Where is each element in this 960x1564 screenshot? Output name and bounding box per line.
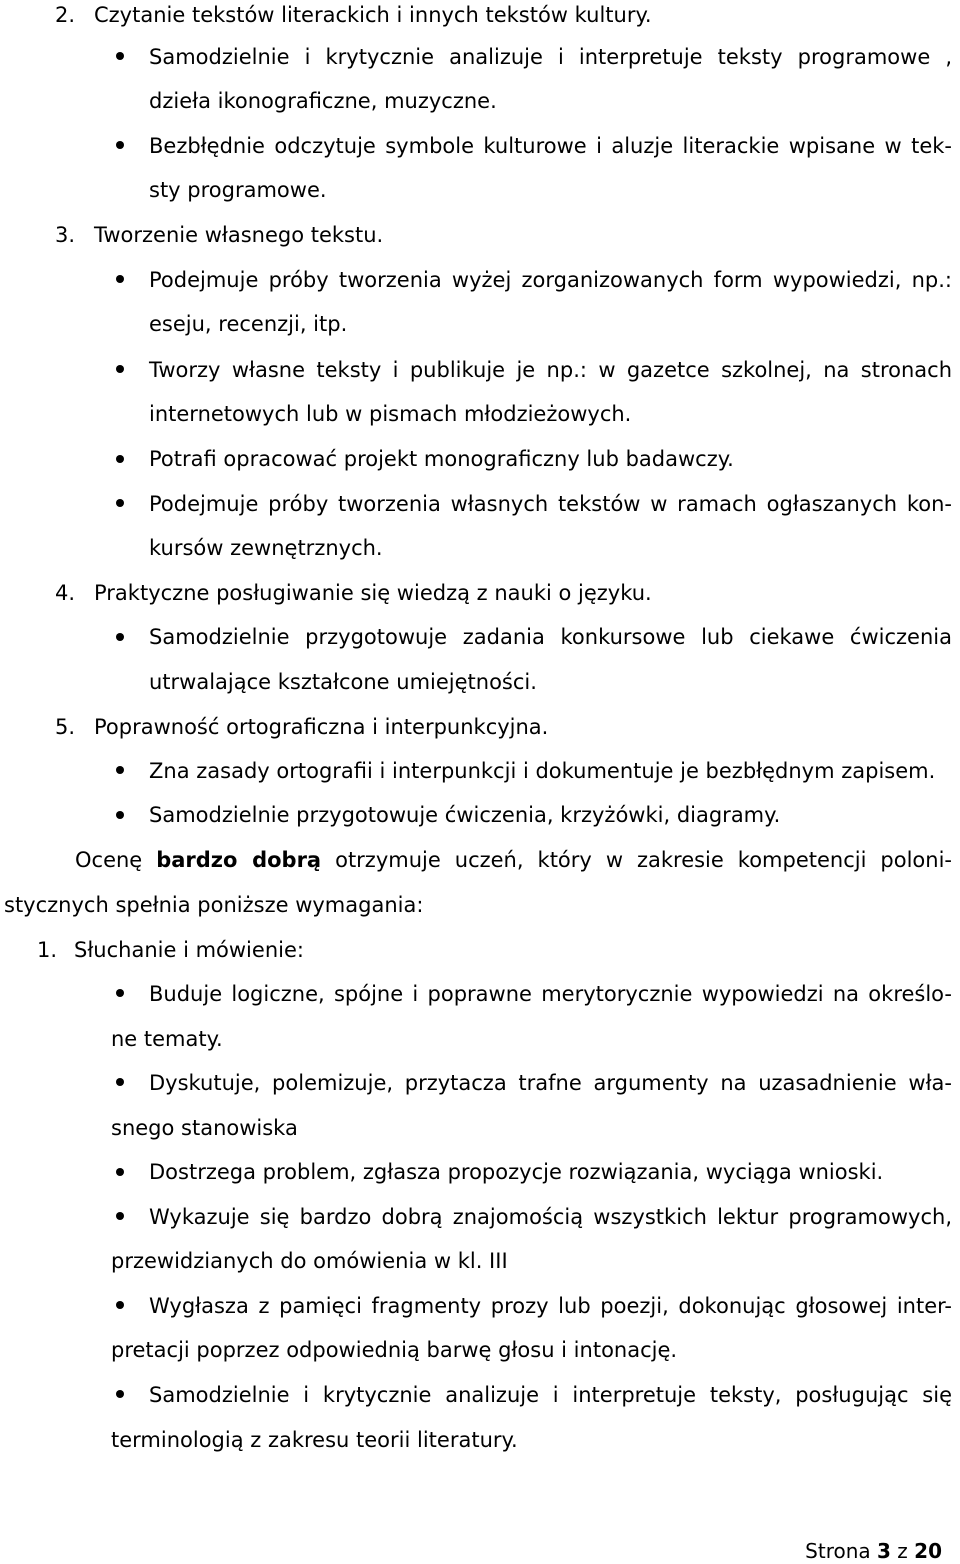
list-item-continuation: pretacji poprzez odpowiednią barwę głosu i intonację. bbox=[111, 1338, 678, 1362]
section-3-heading: Tworzenie własnego tekstu. bbox=[94, 223, 384, 247]
bullet-icon bbox=[116, 455, 124, 463]
list-item: Potrafi opracować projekt monograficzny lub badawczy. bbox=[149, 447, 734, 471]
bullet-icon bbox=[116, 1078, 124, 1086]
bullet-icon bbox=[116, 141, 124, 149]
section-2-heading: Czytanie tekstów literackich i innych tekstów kultury. bbox=[94, 3, 652, 27]
list-item: Samodzielnie przygotowuje ćwiczenia, krzyżówki, diagramy. bbox=[149, 803, 781, 827]
bullet-icon bbox=[116, 1212, 124, 1220]
bullet-icon bbox=[116, 766, 124, 774]
subsection-1-heading: Słuchanie i mówienie: bbox=[74, 938, 304, 962]
grade-paragraph-continuation: stycznych spełnia poniższe wymagania: bbox=[4, 893, 424, 917]
list-item: Dyskutuje, polemizuje, przytacza trafne argumenty na uzasadnienie wła- bbox=[149, 1071, 952, 1095]
list-item: Podejmuje próby tworzenia wyżej zorganizowanych form wypowiedzi, np.: bbox=[149, 268, 952, 292]
bullet-icon bbox=[116, 1390, 124, 1398]
list-item-continuation: sty programowe. bbox=[149, 178, 327, 202]
section-3-number: 3. bbox=[55, 223, 76, 247]
bullet-icon bbox=[116, 1301, 124, 1309]
bullet-icon bbox=[116, 811, 124, 819]
bullet-icon bbox=[116, 499, 124, 507]
list-item: Bezbłędnie odczytuje symbole kulturowe i aluzje literackie wpisane w tek- bbox=[149, 134, 952, 158]
bullet-icon bbox=[116, 275, 124, 283]
section-4-number: 4. bbox=[55, 581, 76, 605]
grade-paragraph: Ocenę bardzo dobrą otrzymuje uczeń, który w zakresie kompetencji poloni- bbox=[75, 848, 953, 872]
page-number: Strona 3 z 20 bbox=[805, 1539, 942, 1563]
subsection-1-number: 1. bbox=[37, 938, 58, 962]
list-item-continuation: kursów zewnętrznych. bbox=[149, 536, 383, 560]
list-item-continuation: dzieła ikonograficzne, muzyczne. bbox=[149, 89, 497, 113]
grade-emphasis: bardzo dobrą bbox=[156, 848, 322, 872]
list-item-continuation: przewidzianych do omówienia w kl. III bbox=[111, 1249, 508, 1273]
list-item: Zna zasady ortografii i interpunkcji i dokumentuje je bezbłędnym zapisem. bbox=[149, 759, 936, 783]
list-item: Wygłasza z pamięci fragmenty prozy lub poezji, dokonując głosowej inter- bbox=[149, 1294, 952, 1318]
section-2-number: 2. bbox=[55, 3, 76, 27]
list-item-continuation: utrwalające kształcone umiejętności. bbox=[149, 670, 537, 694]
section-5-heading: Poprawność ortograficzna i interpunkcyjna. bbox=[94, 715, 549, 739]
list-item-continuation: internetowych lub w pismach młodzieżowych. bbox=[149, 402, 632, 426]
bullet-icon bbox=[116, 989, 124, 997]
list-item: Samodzielnie i krytycznie analizuje i interpretuje teksty, posługując się bbox=[149, 1383, 952, 1407]
list-item: Podejmuje próby tworzenia własnych tekstów w ramach ogłaszanych kon- bbox=[149, 492, 952, 516]
list-item-continuation: ne tematy. bbox=[111, 1027, 223, 1051]
section-5-number: 5. bbox=[55, 715, 76, 739]
list-item-continuation: eseju, recenzji, itp. bbox=[149, 312, 348, 336]
list-item: Samodzielnie i krytycznie analizuje i interpretuje teksty programowe , bbox=[149, 45, 952, 69]
list-item: Buduje logiczne, spójne i poprawne merytorycznie wypowiedzi na określo- bbox=[149, 982, 952, 1006]
bullet-icon bbox=[116, 52, 124, 60]
bullet-icon bbox=[116, 365, 124, 373]
section-4-heading: Praktyczne posługiwanie się wiedzą z nauki o języku. bbox=[94, 581, 652, 605]
list-item: Samodzielnie przygotowuje zadania konkursowe lub ciekawe ćwiczenia bbox=[149, 625, 952, 649]
list-item: Wykazuje się bardzo dobrą znajomością wszystkich lektur programowych, bbox=[149, 1205, 952, 1229]
bullet-icon bbox=[116, 633, 124, 641]
list-item: Dostrzega problem, zgłasza propozycje rozwiązania, wyciąga wnioski. bbox=[149, 1160, 884, 1184]
list-item-continuation: terminologią z zakresu teorii literatury. bbox=[111, 1428, 518, 1452]
list-item-continuation: snego stanowiska bbox=[111, 1116, 298, 1140]
bullet-icon bbox=[116, 1168, 124, 1176]
list-item: Tworzy własne teksty i publikuje je np.: w gazetce szkolnej, na stronach bbox=[149, 358, 952, 382]
